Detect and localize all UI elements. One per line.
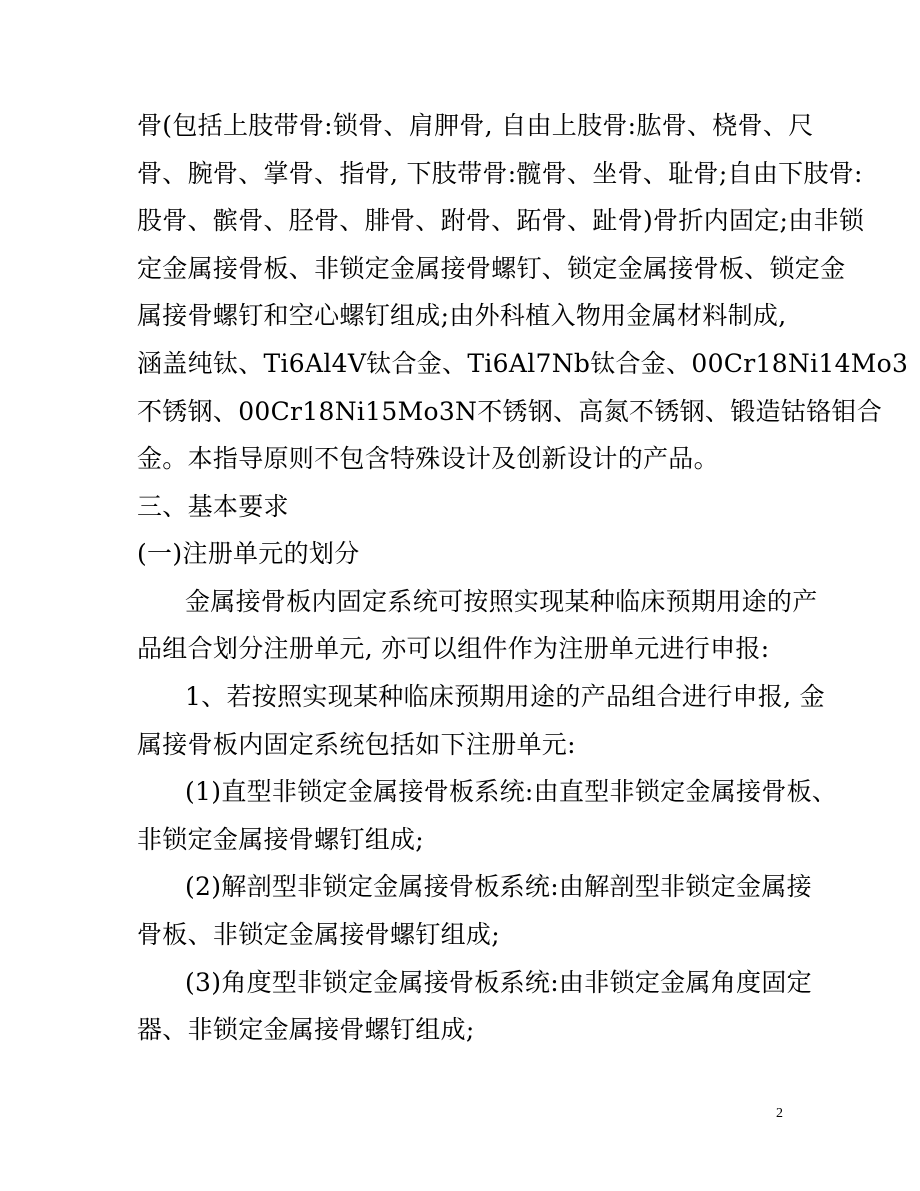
list-item-line: 骨板、非锁定金属接骨螺钉组成; [137,920,500,949]
page-number: 2 [776,1106,783,1121]
text-line: 不锈钢、00Cr18Ni15Mo3N不锈钢、高氮不锈钢、锻造钴铬钼合 [137,397,883,426]
paragraph-line: 品组合划分注册单元, 亦可以组件作为注册单元进行申报: [137,634,770,663]
text-line: 定金属接骨板、非锁定金属接骨螺钉、锁定金属接骨板、锁定金 [137,254,846,283]
text-line: 股骨、髌骨、胫骨、腓骨、跗骨、跖骨、趾骨)骨折内固定;由非锁 [137,206,865,235]
section-heading: 三、基本要求 [137,492,289,521]
text-line: 涵盖纯钛、Ti6Al4V钛合金、Ti6Al7Nb钛合金、00Cr18Ni14Mo3 [137,349,909,378]
list-item-line: 1、若按照实现某种临床预期用途的产品组合进行申报, 金 [185,682,825,711]
list-item-line: (1)直型非锁定金属接骨板系统:由直型非锁定金属接骨板、 [185,777,838,806]
list-item-line: (2)解剖型非锁定金属接骨板系统:由解剖型非锁定金属接 [185,872,812,901]
paragraph-line: 金属接骨板内固定系统可按照实现某种临床预期用途的产 [185,587,818,616]
text-line: 骨、腕骨、掌骨、指骨, 下肢带骨:髋骨、坐骨、耻骨;自由下肢骨: [137,159,863,188]
list-item-line: (3)角度型非锁定金属接骨板系统:由非锁定金属角度固定 [185,968,812,997]
text-line: 骨(包括上肢带骨:锁骨、肩胛骨, 自由上肢骨:肱骨、桡骨、尺 [137,111,814,140]
list-item-line: 器、非锁定金属接骨螺钉组成; [137,1015,475,1044]
subsection-heading: (一)注册单元的划分 [137,539,360,568]
text-line: 金。本指导原则不包含特殊设计及创新设计的产品。 [137,444,719,473]
list-item-line: 属接骨板内固定系统包括如下注册单元: [137,730,576,759]
text-line: 属接骨螺钉和空心螺钉组成;由外科植入物用金属材料制成, [137,301,787,330]
list-item-line: 非锁定金属接骨螺钉组成; [137,825,425,854]
